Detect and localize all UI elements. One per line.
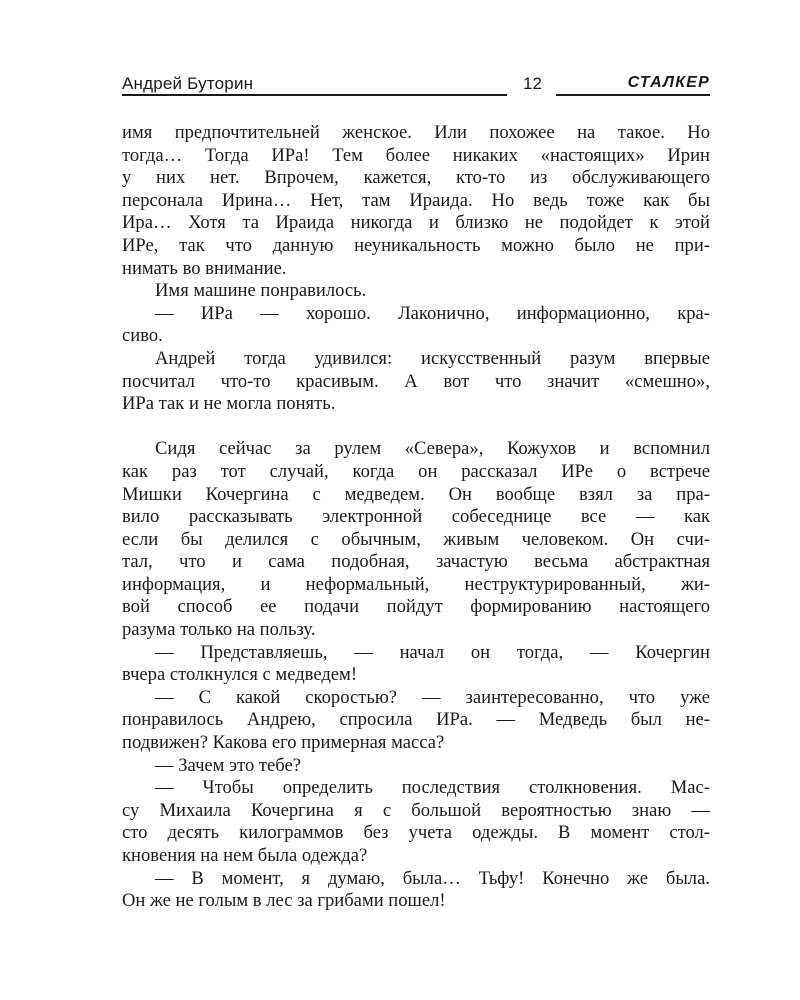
text-line: ИРа так и не могла понять. (122, 393, 336, 415)
header-rule-right (556, 94, 710, 96)
text-line: кновения на нем была одежда? (122, 845, 368, 866)
text-line: ИРе, так что данную неуникальность можно было не при- (122, 234, 710, 256)
text-line: — Зачем это тебе? (155, 754, 301, 776)
text-line: посчитал что-то красивым. А вот что значит «смешно», (122, 370, 710, 392)
text-line: персонала Ирина… Нет, там Ираида. Но ведь тоже как бы (122, 189, 710, 211)
text-line: подвижен? Какова его примерная масса? (122, 732, 445, 754)
text-line: Андрей тогда удивился: искусственный разум впервые (155, 347, 710, 369)
text-line: су Михаила Кочергина я с большой вероятностью знаю — (122, 799, 710, 821)
text-line: Мишки Кочергина с медведем. Он вообще взял за пра- (122, 483, 710, 505)
text-line: тал, что и сама подобная, зачастую весьма абстрактная (122, 551, 710, 573)
text-line: сто десять килограммов без учета одежды. В момент стол- (122, 822, 710, 844)
text-line: нимать во внимание. (122, 257, 287, 279)
text-line: вило рассказывать электронной собеседнице все — как (122, 506, 710, 528)
header-rule-left (122, 94, 507, 96)
text-line: если бы делился с обычным, живым человеком. Он счи- (122, 528, 710, 550)
text-line: Сидя сейчас за рулем «Севера», Кожухов и вспомнил (155, 438, 710, 460)
header-series-title: СТАЛКЕР (627, 74, 710, 91)
running-header (122, 74, 710, 98)
text-line: Он же не голым в лес за грибами пошел! (122, 890, 446, 912)
text-line: — С какой скоростью? — заинтересованно, что уже (155, 686, 710, 708)
section-break (122, 416, 710, 439)
text-line: как раз тот случай, когда он рассказал ИРе о встрече (122, 460, 710, 482)
header-author: Андрей Буторин (122, 74, 254, 93)
text-line: вой способ ее подачи пойдут формированию настоящего (122, 596, 710, 618)
text-line: имя предпочтительней женское. Или похожее на такое. Но (122, 122, 710, 143)
text-line: вчера столкнулся с медведем! (122, 664, 358, 686)
text-line: тогда… Тогда ИРа! Тем более никаких «настоящих» Ирин (122, 144, 710, 166)
text-line: у них нет. Впрочем, кажется, кто-то из обслуживающего (122, 167, 710, 189)
page-number: 12 (523, 74, 542, 93)
text-line: Ира… Хотя та Ираида никогда и близко не подойдет к этой (122, 212, 710, 234)
text-line: — Чтобы определить последствия столкновения. Мас- (155, 777, 710, 799)
text-line: разума только на пользу. (122, 619, 316, 641)
body-text (122, 122, 710, 913)
text-line: сиво. (122, 325, 163, 347)
text-line: — Представляешь, — начал он тогда, — Кочергин (155, 641, 710, 663)
text-line: Имя машине понравилось. (155, 280, 367, 302)
text-line: — ИРа — хорошо. Лаконично, информационно, кра- (155, 302, 710, 324)
text-line: понравилось Андрею, спросила ИРа. — Медведь был не- (122, 709, 710, 731)
text-line: информация, и неформальный, неструктурированный, жи- (122, 573, 710, 595)
text-line: — В момент, я думаю, была… Тьфу! Конечно же была. (155, 867, 710, 889)
